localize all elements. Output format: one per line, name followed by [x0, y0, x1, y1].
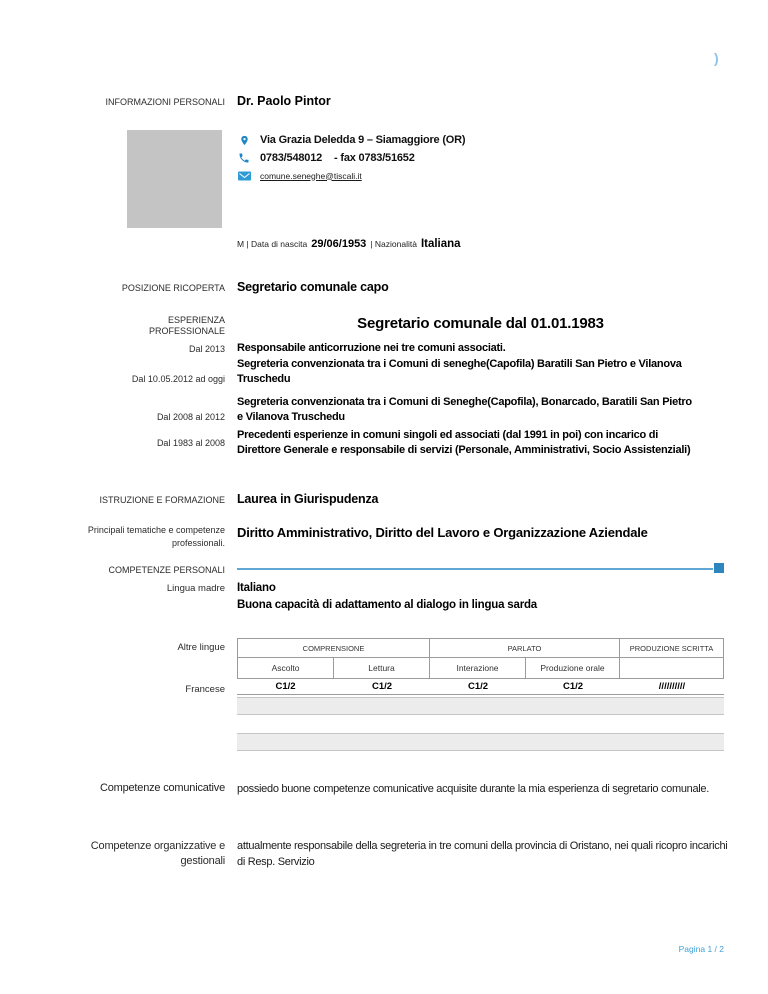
- phone-number: 0783/548012: [260, 152, 323, 164]
- education-value: Laurea in Giurispudenza: [237, 492, 379, 506]
- table-sub-header: Lettura: [334, 658, 430, 679]
- section-divider: [237, 563, 724, 574]
- phone-icon: [237, 152, 251, 164]
- mother-tongue-value: Italiano: [237, 582, 276, 594]
- experience-entry: [0, 395, 768, 425]
- experience-entry: [0, 428, 768, 458]
- language-name: Francese: [185, 684, 225, 695]
- position-row: [0, 280, 768, 294]
- personal-info-row: [0, 94, 768, 108]
- page-number: Pagina 1 / 2: [678, 944, 724, 954]
- table-group-header: PARLATO: [430, 638, 620, 658]
- date-of-birth: 29/06/1953: [311, 238, 367, 250]
- table-skill-value: //////////: [620, 679, 724, 695]
- contact-block: [237, 131, 465, 183]
- language-skills-table: [237, 638, 724, 695]
- topics-value: Diritto Amministrativo, Diritto del Lavoro e Organizzazione Aziendale: [237, 525, 648, 540]
- section-label-personal-info: INFORMAZIONI PERSONALI: [105, 97, 225, 107]
- fax-number: - fax 0783/51652: [334, 152, 415, 164]
- topics-row: [0, 524, 768, 550]
- table-skill-value: C1/2: [430, 679, 526, 695]
- communicative-row: [0, 782, 768, 798]
- email-link[interactable]: comune.seneghe@tiscali.it: [260, 170, 362, 181]
- section-label-position: POSIZIONE RICOPERTA: [121, 283, 225, 293]
- sex-dob-label: M | Data di nascita: [237, 239, 308, 249]
- section-label-education: ISTRUZIONE E FORMAZIONE: [99, 495, 225, 505]
- entry-description: Segreteria convenzionata tra i Comuni di seneghe(Capofila) Baratili San Pietro e Vilanova Truschedu: [237, 358, 682, 385]
- organizational-text: attualmente responsabile della segreteria in tre comuni della provincia di Oristano, nei quali ricopro incarichi di Resp. Servizio: [237, 840, 728, 868]
- experience-entry: [0, 341, 768, 356]
- table-skill-value: C1/2: [237, 679, 334, 695]
- photo-placeholder: [127, 130, 222, 228]
- experience-entry: [0, 357, 768, 387]
- empty-table-row: [237, 733, 724, 751]
- section-label-personal-competences: COMPETENZE PERSONALI: [108, 565, 225, 575]
- table-group-header: COMPRENSIONE: [237, 638, 430, 658]
- organizational-label: Competenze organizzative e gestionali: [90, 840, 225, 867]
- entry-period: Dal 10.05.2012 ad oggi: [131, 374, 225, 384]
- divider-end-square: [714, 563, 724, 573]
- table-group-header: PRODUZIONE SCRITTA: [620, 638, 724, 658]
- entry-description: Precedenti esperienze in comuni singoli ed associati (dal 1991 in poi) con incarico di Direttore Generale e responsabile di servizi (Personale, Amministrativi, Socio Assistenziali): [237, 429, 691, 456]
- table-sub-header-empty: [620, 658, 724, 679]
- entry-period: Dal 2013: [188, 344, 225, 354]
- nationality-label: | Nazionalità: [370, 239, 417, 249]
- position-value: Segretario comunale capo: [237, 280, 389, 294]
- entry-period: Dal 1983 al 2008: [156, 438, 225, 448]
- divider-line: [237, 568, 713, 570]
- entry-description: Segreteria convenzionata tra i Comuni di Seneghe(Capofila), Bonarcado, Baratili San Pietro e Vilanova Truschedu: [237, 396, 692, 423]
- email-envelope-icon: [237, 171, 251, 181]
- topics-label: Principali tematiche e competenze professionali.: [87, 525, 225, 548]
- empty-table-row: [237, 697, 724, 715]
- experience-title: Segretario comunale dal 01.01.1983: [357, 315, 604, 332]
- address-line: [237, 131, 465, 149]
- communicative-label: Competenze comunicative: [99, 782, 225, 794]
- mother-tongue-row: [0, 580, 768, 614]
- organizational-row: [0, 839, 768, 870]
- nationality-value: Italiana: [420, 238, 461, 250]
- education-row: [0, 492, 768, 506]
- email-line: [237, 168, 465, 183]
- personal-competences-row: [0, 563, 768, 575]
- mother-tongue-note: Buona capacità di adattamento al dialogo in lingua sarda: [237, 599, 537, 611]
- other-languages-label: Altre lingue: [177, 642, 225, 653]
- communicative-text: possiedo buone competenze comunicative acquisite durante la mia esperienza di segretario comunale.: [237, 783, 710, 795]
- experience-header-row: [0, 315, 768, 336]
- europass-logo-fragment: ): [714, 50, 719, 66]
- table-sub-header: Interazione: [430, 658, 526, 679]
- person-name: Dr. Paolo Pintor: [237, 94, 331, 108]
- entry-description: Responsabile anticorruzione nei tre comuni associati.: [237, 342, 506, 354]
- phone-line: [237, 149, 465, 167]
- table-skill-value: C1/2: [334, 679, 430, 695]
- table-skill-value: C1/2: [526, 679, 620, 695]
- mother-tongue-label: Lingua madre: [166, 583, 225, 594]
- entry-period: Dal 2008 al 2012: [156, 412, 225, 422]
- address-text: Via Grazia Deledda 9 – Siamaggiore (OR): [260, 134, 466, 146]
- section-label-experience: ESPERIENZA PROFESSIONALE: [148, 315, 225, 336]
- table-sub-header: Produzione orale: [526, 658, 620, 679]
- location-pin-icon: [237, 133, 251, 148]
- table-sub-header: Ascolto: [237, 658, 334, 679]
- demographics-line: [237, 238, 461, 250]
